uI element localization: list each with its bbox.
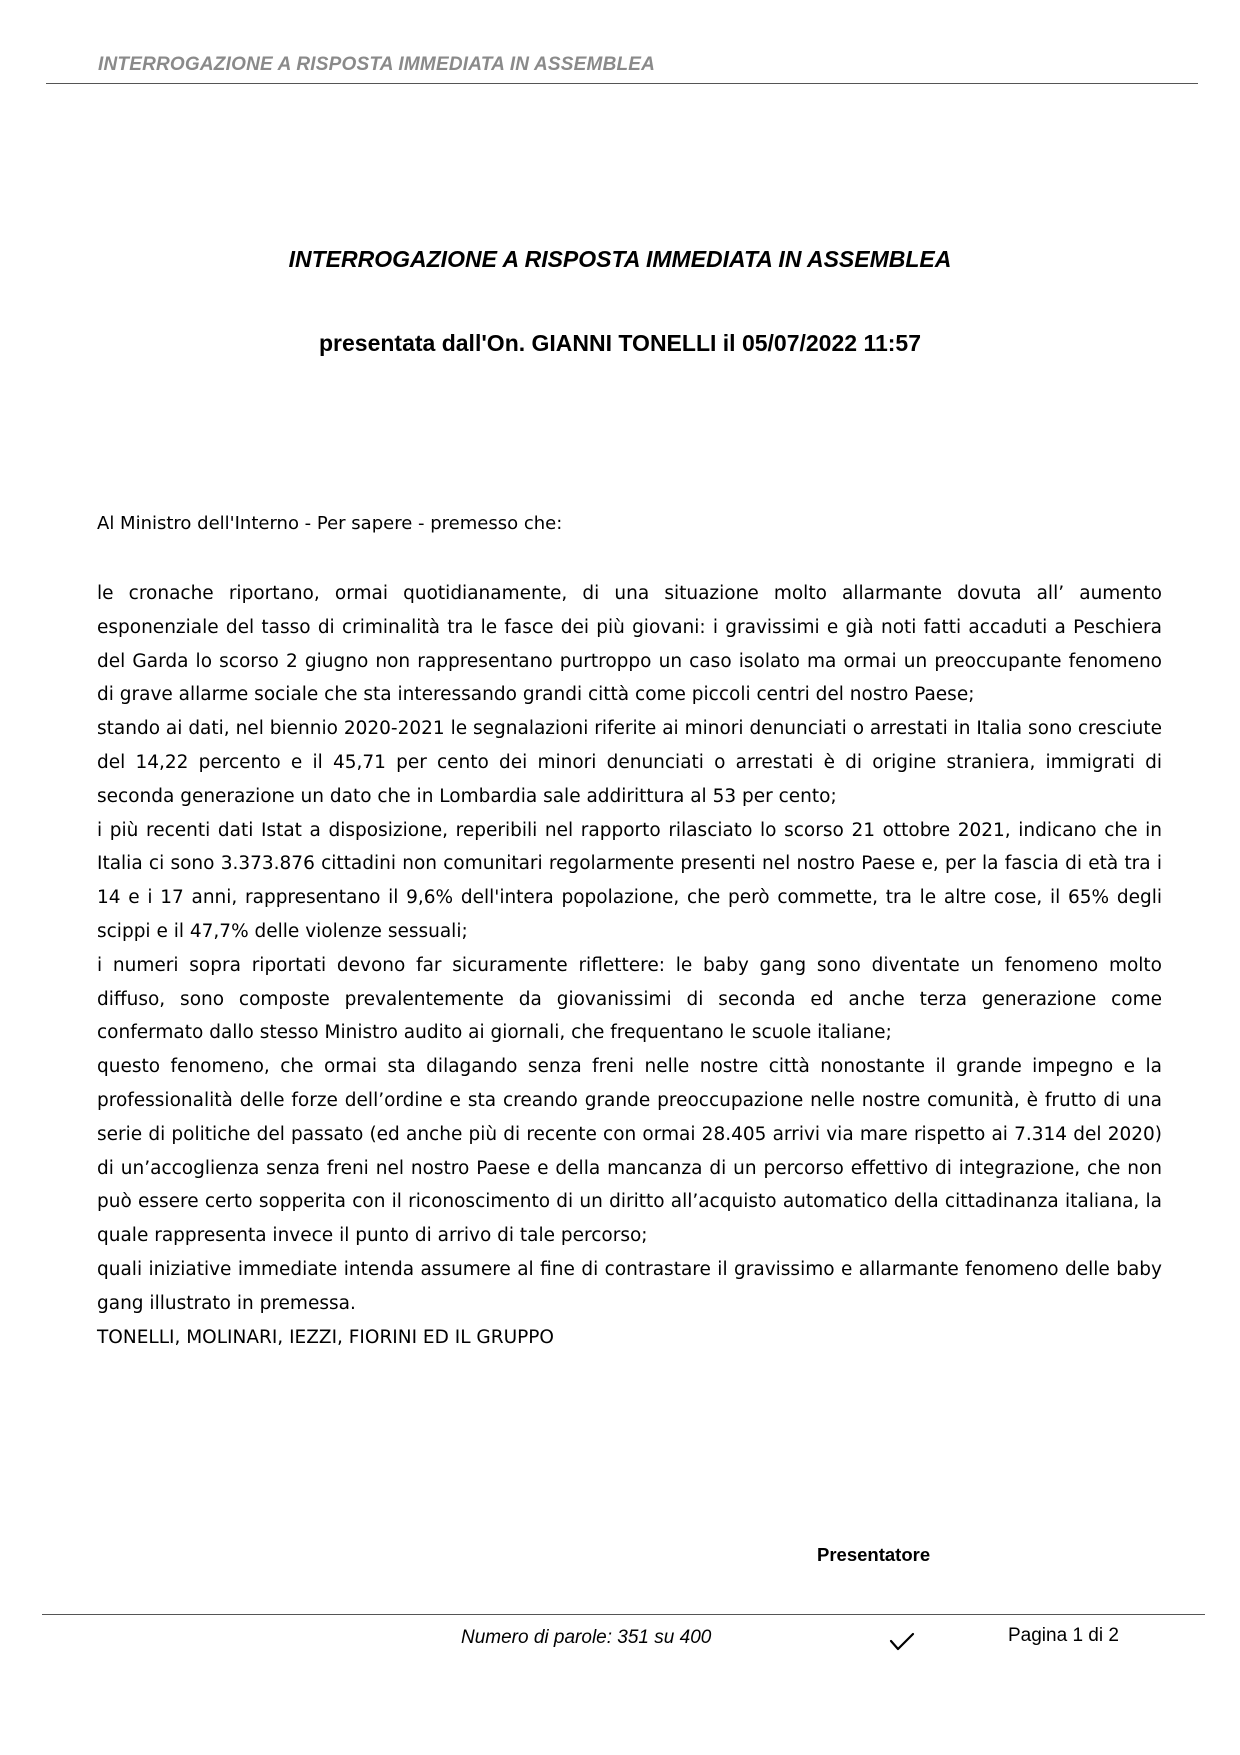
body-paragraph: quali iniziative immediate intenda assumere al fine di contrastare il gravissimo e allarmante fenomeno delle baby gang illustrato in premessa. [97,1258,1162,1314]
body-paragraph: i più recenti dati Istat a disposizione, reperibili nel rapporto rilasciato lo scorso 21 ottobre 2021, indicano che in Italia ci sono 3.373.876 cittadini non comunitari regolarmente presenti nel nostro Paese e, per la fascia di età tra i 14 e i 17 anni, rappresentano il 9,6% dell'intera popolazione, che però commette, tra le altre cose, il 65% degli scippi e il 47,7% delle violenze sessuali; [97,819,1162,942]
document-subtitle: presentata dall'On. GIANNI TONELLI il 05/07/2022 11:57 [319,330,921,356]
body-paragraph: stando ai dati, nel biennio 2020-2021 le segnalazioni riferite ai minori denunciati o arrestati in Italia sono cresciute del 14,22 percento e il 45,71 per cento dei minori denunciati o arrestati è di origine straniera, immigrati di seconda generazione un dato che in Lombardia sale addirittura al 53 per cento; [97,718,1162,807]
header-divider [46,83,1198,84]
footer-divider [42,1614,1205,1615]
body-paragraph: i numeri sopra riportati devono far sicuramente riflettere: le baby gang sono diventate un fenomeno molto diffuso, sono composte prevalentemente da giovanissimi di seconda ed anche terza generazione come confermato dallo stesso Ministro audito ai giornali, che frequentano le scuole italiane; [97,954,1162,1044]
body-paragraph: le cronache riportano, ormai quotidianamente, di una situazione molto allarmante dovuta all’ aumento esponenziale del tasso di criminalità tra le fasce dei più giovani: i gravissimi e già noti fatti accaduti a Peschiera del Garda lo scorso 2 giugno non rappresentano purtroppo un caso isolato ma ormai un preoccupante fenomeno di grave allarme sociale che sta interessando grandi città come piccoli centri del nostro Paese; [97,583,1162,706]
presenter-label: Presentatore [817,1544,931,1565]
addressee-line: Al Ministro dell'Interno - Per sapere - premesso che: [97,513,563,534]
body-paragraph: questo fenomeno, che ormai sta dilagando senza freni nelle nostre città nonostante il grande impegno e la professionalità delle forze dell’ordine e sta creando grande preoccupazione nelle nostre comunità, è frutto di una serie di politiche del passato (ed anche più di recente con ormai 28.405 arrivi via mare rispetto ai 7.314 del 2020) di un’accoglienza senza freni nel nostro Paese e della mancanza di un percorso effettivo di integrazione, che non può essere certo sopperita con il riconoscimento di un diritto all’acquisto automatico della cittadinanza italiana, la quale rappresenta invece il punto di arrivo di tale percorso; [97,1056,1162,1247]
running-header-title: INTERROGAZIONE A RISPOSTA IMMEDIATA IN ASSEMBLEA [98,54,656,75]
document-title: INTERROGAZIONE A RISPOSTA IMMEDIATA IN ASSEMBLEA [288,246,952,272]
word-count: Numero di parole: 351 su 400 [461,1627,712,1648]
signatories: TONELLI, MOLINARI, IEZZI, FIORINI ED IL GRUPPO [97,1326,554,1348]
document-body [97,577,1162,1354]
checkmark-icon [889,1632,915,1652]
page-number: Pagina 1 di 2 [1008,1625,1119,1646]
